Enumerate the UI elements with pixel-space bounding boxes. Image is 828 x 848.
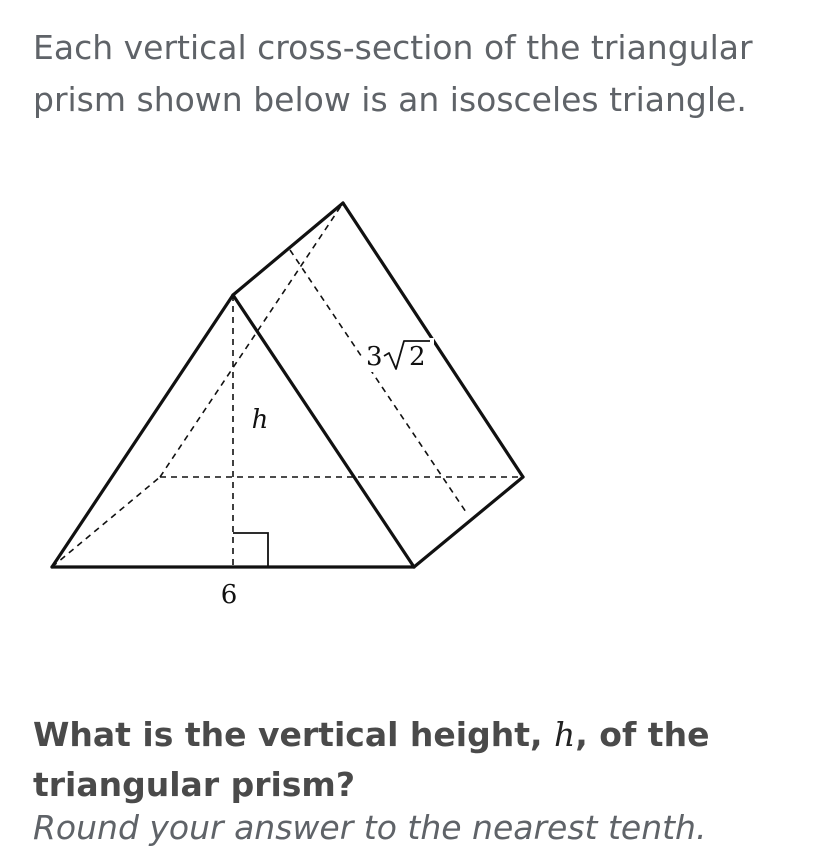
slant-height-line — [290, 250, 466, 512]
hint-text: Round your answer to the nearest tenth. — [33, 808, 707, 847]
svg-text:2: 2 — [409, 342, 426, 372]
question-prefix: What is the vertical height, — [33, 715, 554, 754]
ridge-edge — [233, 203, 343, 295]
height-label: h — [251, 405, 269, 435]
hidden-edges — [52, 203, 523, 567]
front-left-edge — [52, 295, 233, 567]
bottom-right-depth-edge — [414, 477, 523, 567]
question-variable: h — [554, 715, 576, 754]
problem-statement: Each vertical cross-section of the triangular prism shown below is an isosceles triangle. — [33, 28, 753, 119]
bottom-left-depth-edge — [52, 477, 160, 567]
right-angle-marker — [233, 533, 268, 567]
triangular-prism-diagram — [0, 180, 600, 620]
svg-text:3: 3 — [366, 342, 383, 372]
question-suffix: , of the triangular prism? — [33, 715, 710, 804]
back-left-edge — [160, 203, 343, 477]
question-text — [33, 710, 793, 810]
slant-height-label — [362, 338, 434, 372]
base-label: 6 — [220, 580, 238, 610]
visible-edges — [52, 203, 523, 567]
